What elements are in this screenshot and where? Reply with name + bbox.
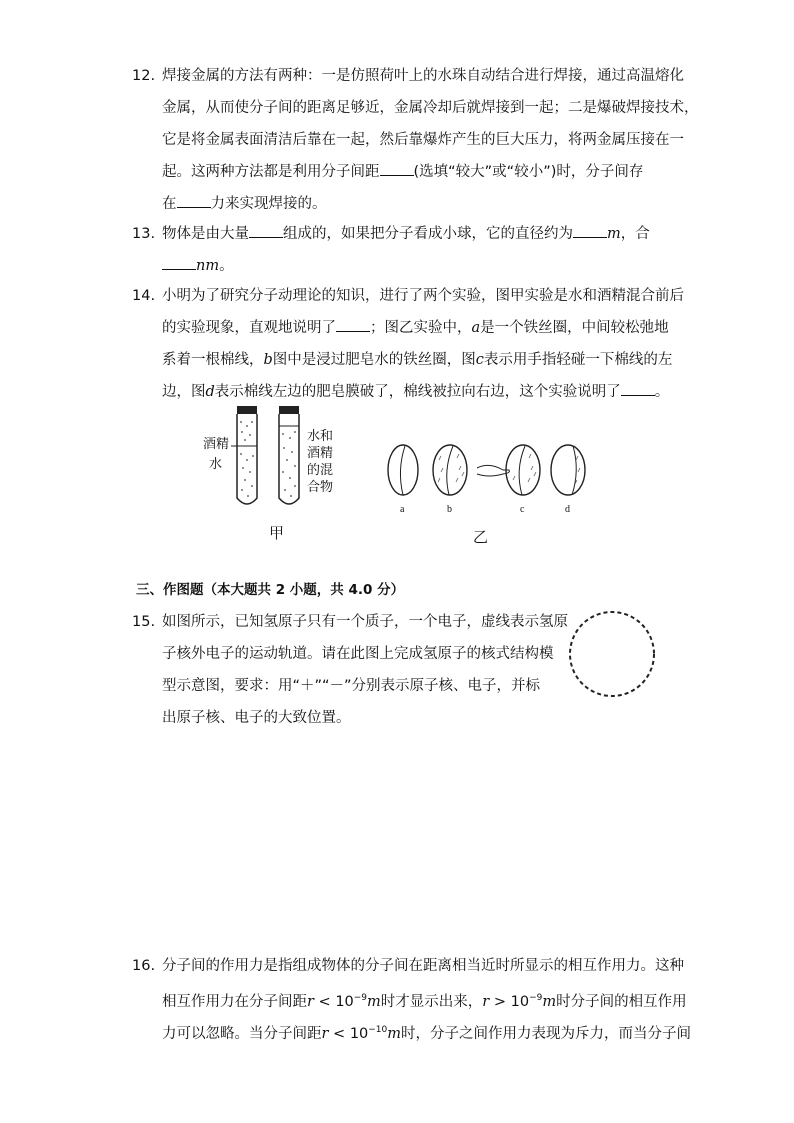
ten: 10	[510, 994, 530, 1010]
q14-text: 的实验现象，直观地说明了	[162, 320, 336, 336]
sub-label-b: b	[447, 504, 452, 515]
q13-line-2	[162, 250, 662, 282]
ten: 10	[349, 1026, 369, 1042]
sub-label-a: a	[400, 504, 405, 515]
var-c: c	[475, 352, 484, 368]
question-number: 14.	[132, 288, 156, 304]
q12-text: 在	[162, 196, 177, 212]
q12-line-4	[162, 156, 662, 188]
q12-line-1: 焊接金属的方法有两种：一是仿照荷叶上的水珠自动结合进行焊接，通过高温熔化	[162, 68, 684, 84]
q14-line-3	[162, 344, 673, 376]
sub-label-c: c	[520, 504, 525, 515]
question-16	[132, 950, 692, 1046]
q15-line-4: 出原子核、电子的大致位置。	[162, 710, 351, 726]
label-mixture-3: 的混	[307, 463, 334, 478]
unit-nm: nm	[196, 258, 220, 274]
q16-line-2: 相互作用力在分子间距$r < 10^{-9}m$时才显示出来，$r > 10^{-9}m$时分子间的相互作用	[162, 993, 687, 1010]
q12-text: 起。这两种方法都是利用分子间距	[162, 164, 380, 180]
answer-blank[interactable]	[621, 381, 655, 396]
question-number: 16.	[132, 958, 156, 974]
q16-line-3: 力可以忽略。当分子间距$r < 10^{-10}m$时，分子之间作用力表现为斥力，而当分子间	[162, 1025, 692, 1042]
q13-line-1	[162, 218, 662, 250]
q16-text: 时才显示出来，	[380, 994, 483, 1010]
q12-text: 力来实现焊接的。	[210, 196, 327, 212]
var-r: r	[321, 1026, 329, 1042]
question-number: 15.	[132, 614, 156, 630]
q14-text: 是一个铁丝圈，中间较松弛地	[480, 320, 669, 336]
q14-text: 图中是浸过肥皂水的铁丝圈，图	[272, 352, 476, 368]
answer-blank[interactable]	[177, 193, 211, 208]
q16-text: 时，分子之间作用力表现为斥力，而当分子间	[401, 1026, 692, 1042]
answer-blank[interactable]	[249, 223, 283, 238]
question-number: 13.	[132, 226, 156, 242]
question-13	[132, 218, 662, 282]
question-12	[132, 60, 699, 220]
q16-text: 相互作用力在分子间距	[162, 994, 307, 1010]
q13-text: ，合	[620, 226, 650, 242]
label-water: 水	[209, 457, 223, 472]
q13-text: 。	[219, 258, 234, 274]
q12-line-5	[162, 188, 662, 220]
q14-text: 系着一根棉线，	[162, 352, 264, 368]
ten: 10	[335, 994, 354, 1010]
q14-text: 表示棉线左边的肥皂膜破了，棉线被拉向右边，这个实验说明了	[214, 384, 621, 400]
sub-label-d: d	[565, 504, 570, 515]
section-heading: 三、作图题（本大题共 2 小题，共 4.0 分）	[136, 582, 405, 598]
var-b: b	[263, 352, 273, 368]
var-r: r	[482, 994, 490, 1010]
figure-soap-film	[385, 440, 595, 550]
q15-line-3: 型示意图，要求：用“＋”“－”分别表示原子核、电子，并标	[162, 678, 541, 694]
q14-text: 。	[654, 384, 670, 400]
q15-line-2: 子核外电子的运动轨道。请在此图上完成氢原子的核式结构模	[162, 646, 554, 662]
figure-test-tubes	[195, 402, 355, 547]
unit-m: m	[367, 994, 381, 1010]
label-mixture-4: 合物	[307, 480, 334, 495]
label-mixture-2: 酒精	[307, 446, 334, 461]
q16-text: 力可以忽略。当分子间距	[162, 1026, 322, 1042]
figure-label-jia: 甲	[269, 524, 285, 542]
answer-blank[interactable]	[336, 317, 370, 332]
q15-line-1: 如图所示，已知氢原子只有一个质子，一个电子，虚线表示氢原	[162, 614, 568, 630]
label-alcohol: 酒精	[203, 437, 230, 452]
question-14	[132, 280, 684, 408]
q13-text: 组成的，如果把分子看成小球，它的直径约为	[283, 226, 573, 242]
exponent: −9	[353, 993, 368, 1003]
unit-m: m	[607, 226, 621, 242]
q16-text: 时分子间的相互作用	[556, 994, 687, 1010]
figure-label-yi: 乙	[473, 528, 489, 546]
unit-m: m	[387, 1026, 402, 1042]
q14-text: ；图乙实验中，	[370, 320, 472, 336]
var-d: d	[205, 384, 215, 400]
exponent: −9	[529, 993, 543, 1003]
electron-orbit-circle[interactable]	[564, 606, 660, 702]
q14-line-2	[162, 312, 669, 344]
q16-line-1: 分子间的作用力是指组成物体的分子间在距离相当近时所显示的相互作用力。这种	[162, 958, 684, 974]
exponent: −10	[368, 1025, 388, 1035]
q14-line-1: 小明为了研究分子动理论的知识，进行了两个实验，图甲实验是水和酒精混合前后	[162, 288, 684, 304]
question-15	[132, 606, 568, 734]
answer-blank[interactable]	[573, 223, 607, 238]
soap-film-illustration	[385, 440, 595, 505]
q13-text: 物体是由大量	[162, 226, 249, 242]
answer-blank[interactable]	[380, 161, 414, 176]
q12-line-3: 它是将金属表面清洁后靠在一起，然后靠爆炸产生的巨大压力，将两金属压接在一	[162, 132, 684, 148]
q14-text: 边，图	[162, 384, 206, 400]
label-mixture-1: 水和	[307, 429, 334, 444]
answer-blank[interactable]	[162, 255, 196, 270]
q14-text: 表示用手指轻碰一下棉线的左	[483, 352, 673, 368]
var-r: r	[307, 994, 314, 1010]
question-number: 12.	[132, 68, 156, 84]
var-a: a	[471, 320, 481, 336]
q12-line-2: 金属，从而使分子间的距离足够近，金属冷却后就焊接到一起；二是爆破焊接技术，	[162, 100, 699, 116]
unit-m: m	[542, 994, 557, 1010]
q12-text: (选填“较大”或“较小”)时，分子间存	[413, 164, 644, 180]
